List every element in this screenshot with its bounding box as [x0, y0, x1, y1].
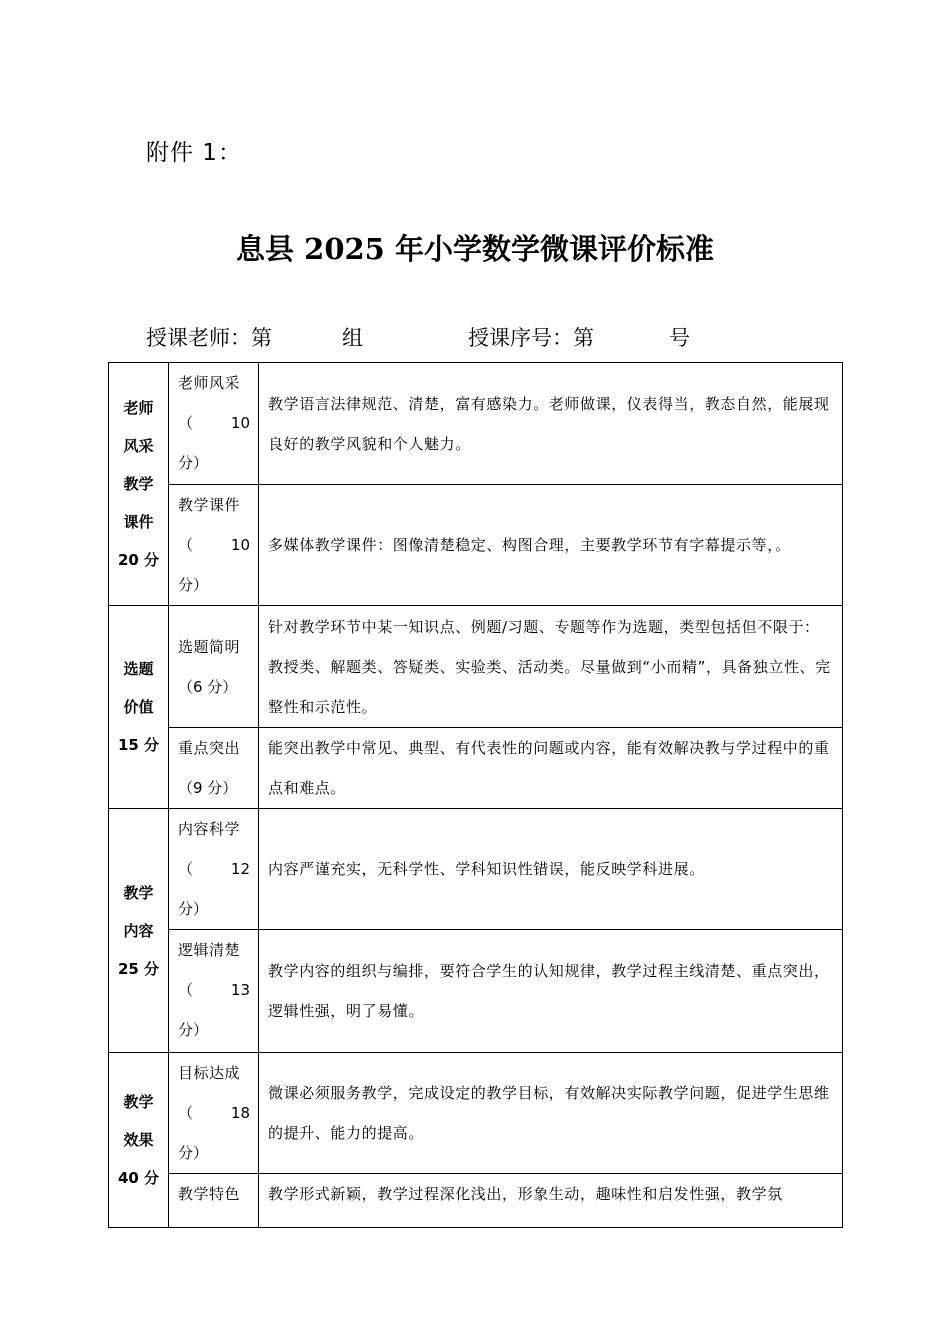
- category-cell: 教学 内容 25 分: [109, 809, 169, 1053]
- table-row: [109, 728, 843, 809]
- criterion-cell: 选题简明 （6 分）: [169, 606, 259, 728]
- description-cell: 多媒体教学课件：图像清楚稳定、构图合理，主要教学环节有字幕提示等，。: [259, 485, 843, 606]
- criterion-cell: 教学课件 （ 10 分）: [169, 485, 259, 606]
- description-cell: 教学语言法律规范、清楚，富有感染力。老师做课，仪表得当，教态自然，能展现良好的教学风貌和个人魅力。: [259, 363, 843, 485]
- category-cell: 选题 价值 15 分: [109, 606, 169, 809]
- category-cell: 教学 效果 40 分: [109, 1053, 169, 1228]
- table-row: [109, 930, 843, 1053]
- page-title: 息县 2025 年小学数学微课评价标准: [236, 232, 714, 266]
- num-label: 号: [669, 326, 690, 350]
- description-cell: 内容严谨充实，无科学性、学科知识性错误，能反映学科进展。: [259, 809, 843, 930]
- category-cell: 老师 风采 教学 课件 20 分: [109, 363, 169, 606]
- table-row: [109, 809, 843, 930]
- criterion-cell: 教学特色: [169, 1174, 259, 1228]
- teacher-label: 授课老师：第: [146, 326, 272, 350]
- table-row: [109, 1174, 843, 1228]
- criterion-cell: 目标达成 （ 18 分）: [169, 1053, 259, 1174]
- table-row: [109, 363, 843, 485]
- criterion-cell: 老师风采 （ 10 分）: [169, 363, 259, 485]
- criterion-cell: 逻辑清楚 （ 13 分）: [169, 930, 259, 1053]
- table-row: [109, 606, 843, 728]
- group-label: 组: [342, 326, 363, 350]
- evaluation-table: [108, 362, 843, 1228]
- info-line: [146, 322, 846, 352]
- table-row: [109, 485, 843, 606]
- criterion-cell: 内容科学 （ 12 分）: [169, 809, 259, 930]
- seq-label: 授课序号：第: [468, 326, 594, 350]
- description-cell: 微课必须服务教学，完成设定的教学目标，有效解决实际教学问题，促进学生思维的提升、能力的提高。: [259, 1053, 843, 1174]
- description-cell: 教学形式新颖，教学过程深化浅出，形象生动，趣味性和启发性强，教学氛: [259, 1174, 843, 1228]
- description-cell: 能突出教学中常见、典型、有代表性的问题或内容，能有效解决教与学过程中的重点和难点。: [259, 728, 843, 809]
- attachment-label: 附件 1：: [146, 140, 242, 166]
- description-cell: 教学内容的组织与编排，要符合学生的认知规律，教学过程主线清楚、重点突出，逻辑性强，明了易懂。: [259, 930, 843, 1053]
- table-row: [109, 1053, 843, 1174]
- criterion-cell: 重点突出 （9 分）: [169, 728, 259, 809]
- description-cell: 针对教学环节中某一知识点、例题/习题、专题等作为选题，类型包括但不限于：教授类、解题类、答疑类、实验类、活动类。尽量做到“小而精”，具备独立性、完整性和示范性。: [259, 606, 843, 728]
